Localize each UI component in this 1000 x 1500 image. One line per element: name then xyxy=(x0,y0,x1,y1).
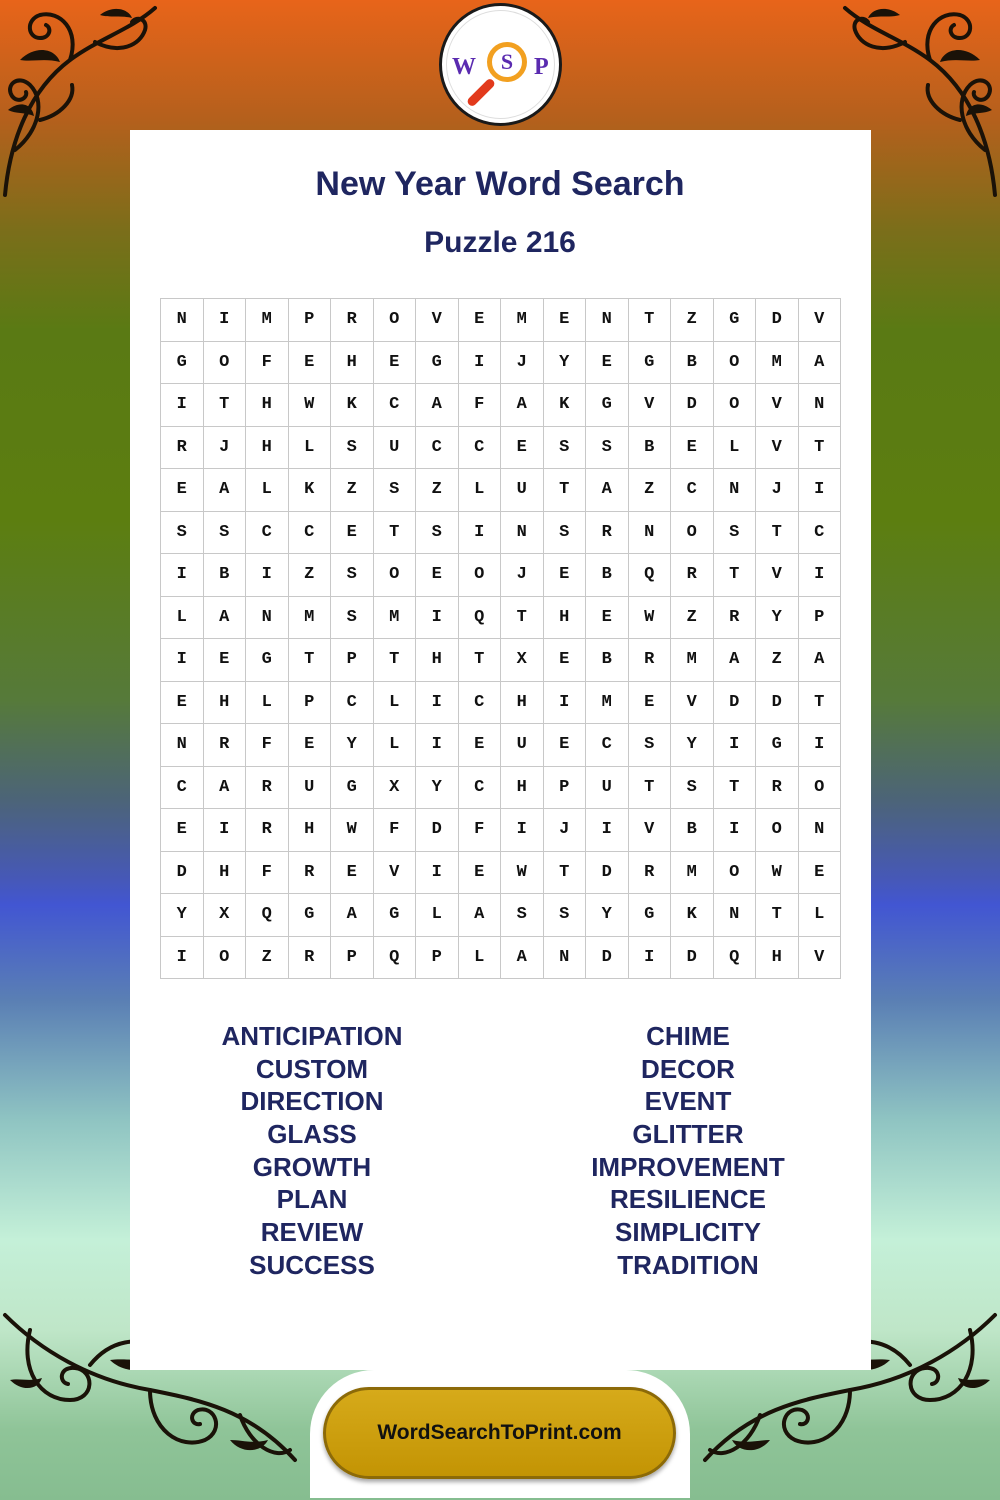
word-list-item: GROWTH xyxy=(252,1151,372,1182)
grid-cell[interactable]: E xyxy=(799,852,842,895)
grid-cell[interactable]: J xyxy=(544,809,587,852)
grid-cell[interactable]: Y xyxy=(331,724,374,767)
grid-cell[interactable]: J xyxy=(756,469,799,512)
grid-cell[interactable]: M xyxy=(246,299,289,342)
grid-cell[interactable]: E xyxy=(544,639,587,682)
word-list-right xyxy=(538,1020,838,1282)
grid-cell[interactable]: I xyxy=(161,639,204,682)
grid-cell[interactable]: I xyxy=(799,554,842,597)
grid-cell[interactable]: I xyxy=(416,597,459,640)
grid-cell[interactable]: W xyxy=(629,597,672,640)
grid-cell[interactable]: O xyxy=(714,342,757,385)
word-list-item: RESILIENCE xyxy=(609,1184,767,1215)
grid-cell[interactable]: G xyxy=(331,767,374,810)
grid-cell[interactable]: P xyxy=(544,767,587,810)
grid-cell[interactable]: L xyxy=(714,427,757,470)
grid-cell[interactable]: E xyxy=(204,639,247,682)
word-list-item: PLAN xyxy=(276,1184,348,1215)
grid-cell[interactable]: S xyxy=(204,512,247,555)
grid-cell[interactable]: H xyxy=(416,639,459,682)
grid-cell[interactable]: V xyxy=(374,852,417,895)
grid-cell[interactable]: E xyxy=(374,342,417,385)
grid-cell[interactable]: R xyxy=(629,639,672,682)
grid-cell[interactable]: A xyxy=(714,639,757,682)
logo-letter-w: W xyxy=(452,54,476,80)
grid-cell[interactable]: K xyxy=(331,384,374,427)
grid-cell[interactable]: J xyxy=(204,427,247,470)
grid-cell[interactable]: R xyxy=(671,554,714,597)
grid-cell[interactable]: D xyxy=(161,852,204,895)
grid-cell[interactable]: A xyxy=(204,767,247,810)
grid-cell[interactable]: D xyxy=(671,937,714,980)
grid-cell[interactable]: G xyxy=(629,894,672,937)
grid-cell[interactable]: G xyxy=(161,342,204,385)
grid-cell[interactable]: X xyxy=(501,639,544,682)
grid-cell[interactable]: A xyxy=(799,639,842,682)
grid-cell[interactable]: T xyxy=(629,299,672,342)
grid-cell[interactable]: O xyxy=(459,554,502,597)
grid-cell[interactable]: E xyxy=(161,682,204,725)
grid-cell[interactable]: G xyxy=(416,342,459,385)
grid-cell[interactable]: B xyxy=(671,342,714,385)
grid-cell[interactable]: W xyxy=(756,852,799,895)
grid-cell[interactable]: H xyxy=(501,682,544,725)
word-list-item: DIRECTION xyxy=(240,1086,384,1117)
grid-cell[interactable]: L xyxy=(416,894,459,937)
grid-cell[interactable]: L xyxy=(799,894,842,937)
grid-cell[interactable]: T xyxy=(714,767,757,810)
grid-cell[interactable]: L xyxy=(459,937,502,980)
grid-cell[interactable]: I xyxy=(544,682,587,725)
grid-cell[interactable]: P xyxy=(289,299,332,342)
grid-cell[interactable]: U xyxy=(289,767,332,810)
grid-cell[interactable]: D xyxy=(714,682,757,725)
grid-cell[interactable]: M xyxy=(671,639,714,682)
grid-cell[interactable]: E xyxy=(671,427,714,470)
grid-cell[interactable]: U xyxy=(501,724,544,767)
grid-cell[interactable]: K xyxy=(544,384,587,427)
grid-cell[interactable]: O xyxy=(204,937,247,980)
grid-cell[interactable]: T xyxy=(799,682,842,725)
grid-cell[interactable]: H xyxy=(756,937,799,980)
grid-cell[interactable]: Q xyxy=(459,597,502,640)
grid-cell[interactable]: D xyxy=(671,384,714,427)
word-list-item: GLASS xyxy=(267,1119,357,1150)
grid-cell[interactable]: V xyxy=(799,299,842,342)
grid-cell[interactable]: H xyxy=(246,427,289,470)
grid-cell[interactable]: C xyxy=(416,427,459,470)
grid-cell[interactable]: N xyxy=(799,384,842,427)
grid-cell[interactable]: L xyxy=(289,427,332,470)
grid-cell[interactable]: R xyxy=(161,427,204,470)
grid-cell[interactable]: S xyxy=(331,554,374,597)
grid-cell[interactable]: O xyxy=(756,809,799,852)
grid-cell[interactable]: R xyxy=(331,299,374,342)
grid-cell[interactable]: T xyxy=(374,639,417,682)
grid-cell[interactable]: Y xyxy=(544,342,587,385)
grid-cell[interactable]: T xyxy=(289,639,332,682)
grid-cell[interactable]: E xyxy=(289,724,332,767)
grid-cell[interactable]: K xyxy=(671,894,714,937)
grid-cell[interactable]: M xyxy=(756,342,799,385)
grid-cell[interactable]: I xyxy=(799,469,842,512)
grid-cell[interactable]: G xyxy=(246,639,289,682)
grid-cell[interactable]: C xyxy=(799,512,842,555)
grid-cell[interactable]: L xyxy=(374,724,417,767)
grid-cell[interactable]: R xyxy=(204,724,247,767)
grid-cell[interactable]: H xyxy=(501,767,544,810)
word-list-item: SUCCESS xyxy=(249,1249,375,1280)
grid-cell[interactable]: E xyxy=(629,682,672,725)
grid-cell[interactable]: B xyxy=(204,554,247,597)
grid-cell[interactable]: R xyxy=(714,597,757,640)
grid-cell[interactable]: E xyxy=(586,597,629,640)
grid-cell[interactable]: Z xyxy=(671,597,714,640)
grid-cell[interactable]: N xyxy=(161,724,204,767)
grid-cell[interactable]: S xyxy=(629,724,672,767)
grid-cell[interactable]: R xyxy=(629,852,672,895)
grid-cell[interactable]: E xyxy=(161,809,204,852)
grid-cell[interactable]: M xyxy=(289,597,332,640)
grid-cell[interactable]: I xyxy=(246,554,289,597)
grid-cell[interactable]: X xyxy=(204,894,247,937)
grid-cell[interactable]: C xyxy=(459,767,502,810)
grid-cell[interactable]: I xyxy=(459,512,502,555)
grid-cell[interactable]: I xyxy=(629,937,672,980)
grid-cell[interactable]: W xyxy=(501,852,544,895)
website-link-button[interactable]: WordSearchToPrint.com xyxy=(323,1387,676,1479)
grid-cell[interactable]: C xyxy=(246,512,289,555)
grid-cell[interactable]: V xyxy=(416,299,459,342)
grid-cell[interactable]: H xyxy=(544,597,587,640)
grid-cell[interactable]: Y xyxy=(671,724,714,767)
grid-cell[interactable]: A xyxy=(416,384,459,427)
grid-cell[interactable]: F xyxy=(459,384,502,427)
grid-cell[interactable]: C xyxy=(459,682,502,725)
grid-cell[interactable]: B xyxy=(586,639,629,682)
grid-cell[interactable]: G xyxy=(629,342,672,385)
grid-cell[interactable]: Q xyxy=(374,937,417,980)
grid-cell[interactable]: H xyxy=(289,809,332,852)
grid-cell[interactable]: J xyxy=(501,554,544,597)
grid-cell[interactable]: S xyxy=(161,512,204,555)
grid-cell[interactable]: A xyxy=(204,597,247,640)
grid-cell[interactable]: I xyxy=(714,809,757,852)
grid-cell[interactable]: N xyxy=(714,894,757,937)
grid-cell[interactable]: R xyxy=(289,852,332,895)
page-title: New Year Word Search xyxy=(315,165,685,203)
grid-cell[interactable]: E xyxy=(586,342,629,385)
grid-cell[interactable]: S xyxy=(331,427,374,470)
grid-cell[interactable]: F xyxy=(246,342,289,385)
grid-cell[interactable]: H xyxy=(204,682,247,725)
grid-cell[interactable]: A xyxy=(501,937,544,980)
grid-cell[interactable]: L xyxy=(246,682,289,725)
grid-cell[interactable]: H xyxy=(246,384,289,427)
grid-cell[interactable]: U xyxy=(501,469,544,512)
grid-cell[interactable]: T xyxy=(544,469,587,512)
grid-cell[interactable]: T xyxy=(629,767,672,810)
grid-cell[interactable]: S xyxy=(374,469,417,512)
grid-cell[interactable]: N xyxy=(246,597,289,640)
grid-cell[interactable]: Q xyxy=(714,937,757,980)
grid-cell[interactable]: C xyxy=(374,384,417,427)
grid-cell[interactable]: E xyxy=(331,512,374,555)
grid-cell[interactable]: T xyxy=(374,512,417,555)
grid-cell[interactable]: D xyxy=(586,937,629,980)
grid-cell[interactable]: M xyxy=(586,682,629,725)
word-list-item: SIMPLICITY xyxy=(615,1217,761,1248)
grid-cell[interactable]: B xyxy=(629,427,672,470)
grid-cell[interactable]: V xyxy=(756,427,799,470)
grid-cell[interactable]: Y xyxy=(586,894,629,937)
grid-cell[interactable]: N xyxy=(544,937,587,980)
grid-cell[interactable]: E xyxy=(544,299,587,342)
grid-cell[interactable]: O xyxy=(714,852,757,895)
grid-cell[interactable]: H xyxy=(204,852,247,895)
grid-cell[interactable]: S xyxy=(331,597,374,640)
grid-cell[interactable]: U xyxy=(374,427,417,470)
grid-cell[interactable]: S xyxy=(501,894,544,937)
word-list-item: ANTICIPATION xyxy=(221,1021,403,1051)
wsp-logo[interactable] xyxy=(439,3,562,126)
grid-cell[interactable]: N xyxy=(161,299,204,342)
grid-cell[interactable]: A xyxy=(459,894,502,937)
grid-cell[interactable]: E xyxy=(331,852,374,895)
grid-cell[interactable]: I xyxy=(586,809,629,852)
grid-cell[interactable]: F xyxy=(374,809,417,852)
logo-letter-s: S xyxy=(500,49,514,74)
logo-letter-p: P xyxy=(534,54,549,80)
grid-cell[interactable]: A xyxy=(501,384,544,427)
grid-cell[interactable]: D xyxy=(586,852,629,895)
grid-cell[interactable]: A xyxy=(204,469,247,512)
grid-cell[interactable]: C xyxy=(161,767,204,810)
grid-cell[interactable]: Z xyxy=(246,937,289,980)
grid-cell[interactable]: V xyxy=(671,682,714,725)
word-list-item: CUSTOM xyxy=(255,1053,369,1084)
grid-cell[interactable]: G xyxy=(714,299,757,342)
grid-cell[interactable]: W xyxy=(289,384,332,427)
grid-cell[interactable]: I xyxy=(161,384,204,427)
grid-cell[interactable]: Z xyxy=(331,469,374,512)
grid-cell[interactable]: L xyxy=(246,469,289,512)
grid-cell[interactable]: C xyxy=(459,427,502,470)
grid-cell[interactable]: H xyxy=(331,342,374,385)
grid-cell[interactable]: Y xyxy=(756,597,799,640)
grid-cell[interactable]: I xyxy=(161,937,204,980)
grid-cell[interactable]: V xyxy=(629,809,672,852)
grid-cell[interactable]: C xyxy=(289,512,332,555)
grid-cell[interactable]: X xyxy=(374,767,417,810)
grid-cell[interactable]: Z xyxy=(416,469,459,512)
grid-cell[interactable]: I xyxy=(204,809,247,852)
letter-grid[interactable] xyxy=(160,298,841,979)
grid-cell[interactable]: R xyxy=(246,767,289,810)
grid-cell[interactable]: Z xyxy=(671,299,714,342)
grid-cell[interactable]: V xyxy=(629,384,672,427)
word-list-item: TRADITION xyxy=(617,1249,759,1280)
grid-cell[interactable]: T xyxy=(756,894,799,937)
grid-cell[interactable]: B xyxy=(586,554,629,597)
grid-cell[interactable]: V xyxy=(756,554,799,597)
grid-cell[interactable]: I xyxy=(714,724,757,767)
grid-cell[interactable]: D xyxy=(756,682,799,725)
grid-cell[interactable]: C xyxy=(331,682,374,725)
grid-cell[interactable]: F xyxy=(246,724,289,767)
grid-cell[interactable]: W xyxy=(331,809,374,852)
grid-cell[interactable]: Q xyxy=(629,554,672,597)
grid-cell[interactable]: U xyxy=(586,767,629,810)
grid-cell[interactable]: D xyxy=(416,809,459,852)
grid-cell[interactable]: L xyxy=(459,469,502,512)
grid-cell[interactable]: E xyxy=(416,554,459,597)
grid-cell[interactable]: E xyxy=(544,554,587,597)
grid-cell[interactable]: I xyxy=(799,724,842,767)
grid-cell[interactable]: T xyxy=(501,597,544,640)
grid-cell[interactable]: I xyxy=(416,724,459,767)
word-list-item: CHIME xyxy=(646,1021,730,1051)
grid-cell[interactable]: A xyxy=(799,342,842,385)
grid-cell[interactable]: P xyxy=(416,937,459,980)
grid-cell[interactable]: I xyxy=(204,299,247,342)
grid-cell[interactable]: R xyxy=(756,767,799,810)
grid-cell[interactable]: R xyxy=(586,512,629,555)
grid-cell[interactable]: G xyxy=(756,724,799,767)
grid-cell[interactable]: T xyxy=(714,554,757,597)
grid-cell[interactable]: O xyxy=(204,342,247,385)
grid-cell[interactable]: I xyxy=(459,342,502,385)
grid-cell[interactable]: Z xyxy=(629,469,672,512)
puzzle-number: Puzzle 216 xyxy=(424,226,576,259)
grid-cell[interactable]: V xyxy=(756,384,799,427)
grid-cell[interactable]: C xyxy=(586,724,629,767)
grid-cell[interactable]: N xyxy=(586,299,629,342)
grid-cell[interactable]: T xyxy=(204,384,247,427)
grid-cell[interactable]: S xyxy=(544,894,587,937)
grid-cell[interactable]: L xyxy=(161,597,204,640)
grid-cell[interactable]: M xyxy=(671,852,714,895)
grid-cell[interactable]: S xyxy=(586,427,629,470)
grid-cell[interactable]: S xyxy=(544,512,587,555)
grid-cell[interactable]: T xyxy=(544,852,587,895)
grid-cell[interactable]: K xyxy=(289,469,332,512)
grid-cell[interactable]: J xyxy=(501,342,544,385)
grid-cell[interactable]: D xyxy=(756,299,799,342)
grid-cell[interactable]: S xyxy=(671,767,714,810)
grid-cell[interactable]: F xyxy=(246,852,289,895)
grid-cell[interactable]: I xyxy=(416,852,459,895)
grid-cell[interactable]: E xyxy=(459,299,502,342)
grid-cell[interactable]: S xyxy=(416,512,459,555)
grid-cell[interactable]: E xyxy=(459,724,502,767)
word-list-item: GLITTER xyxy=(632,1119,744,1150)
word-list-item: EVENT xyxy=(644,1086,732,1117)
grid-cell[interactable]: T xyxy=(799,427,842,470)
grid-cell[interactable]: E xyxy=(289,342,332,385)
grid-cell[interactable]: O xyxy=(671,512,714,555)
grid-cell[interactable]: L xyxy=(374,682,417,725)
grid-cell[interactable]: O xyxy=(374,554,417,597)
word-list-item: DECOR xyxy=(641,1053,735,1084)
grid-cell[interactable]: I xyxy=(501,809,544,852)
grid-cell[interactable]: A xyxy=(331,894,374,937)
magnifier-icon xyxy=(487,42,527,82)
grid-cell[interactable]: G xyxy=(374,894,417,937)
grid-cell[interactable]: R xyxy=(289,937,332,980)
grid-cell[interactable]: E xyxy=(459,852,502,895)
grid-cell[interactable]: P xyxy=(331,937,374,980)
grid-cell[interactable]: N xyxy=(501,512,544,555)
grid-cell[interactable]: F xyxy=(459,809,502,852)
grid-cell[interactable]: G xyxy=(586,384,629,427)
grid-cell[interactable]: N xyxy=(629,512,672,555)
grid-cell[interactable]: P xyxy=(799,597,842,640)
grid-cell[interactable]: Z xyxy=(289,554,332,597)
grid-cell[interactable]: R xyxy=(246,809,289,852)
grid-cell[interactable]: G xyxy=(289,894,332,937)
grid-cell[interactable]: M xyxy=(501,299,544,342)
word-list-item: IMPROVEMENT xyxy=(591,1151,785,1182)
grid-cell[interactable]: Y xyxy=(161,894,204,937)
grid-cell[interactable]: E xyxy=(544,724,587,767)
grid-cell[interactable]: I xyxy=(416,682,459,725)
grid-cell[interactable]: O xyxy=(374,299,417,342)
grid-cell[interactable]: C xyxy=(671,469,714,512)
grid-cell[interactable]: V xyxy=(799,937,842,980)
grid-cell[interactable]: S xyxy=(714,512,757,555)
grid-cell[interactable]: P xyxy=(289,682,332,725)
grid-cell[interactable]: I xyxy=(161,554,204,597)
grid-cell[interactable]: O xyxy=(714,384,757,427)
grid-cell[interactable]: P xyxy=(331,639,374,682)
grid-cell[interactable]: A xyxy=(586,469,629,512)
grid-cell[interactable]: S xyxy=(544,427,587,470)
grid-cell[interactable]: Z xyxy=(756,639,799,682)
grid-cell[interactable]: B xyxy=(671,809,714,852)
grid-cell[interactable]: Y xyxy=(416,767,459,810)
word-list-item: REVIEW xyxy=(260,1217,364,1248)
grid-cell[interactable]: Q xyxy=(246,894,289,937)
grid-cell[interactable]: O xyxy=(799,767,842,810)
grid-cell[interactable]: T xyxy=(459,639,502,682)
grid-cell[interactable]: N xyxy=(799,809,842,852)
grid-cell[interactable]: T xyxy=(756,512,799,555)
grid-cell[interactable]: M xyxy=(374,597,417,640)
grid-cell[interactable]: E xyxy=(501,427,544,470)
word-list-left xyxy=(162,1020,462,1282)
grid-cell[interactable]: E xyxy=(161,469,204,512)
grid-cell[interactable]: N xyxy=(714,469,757,512)
